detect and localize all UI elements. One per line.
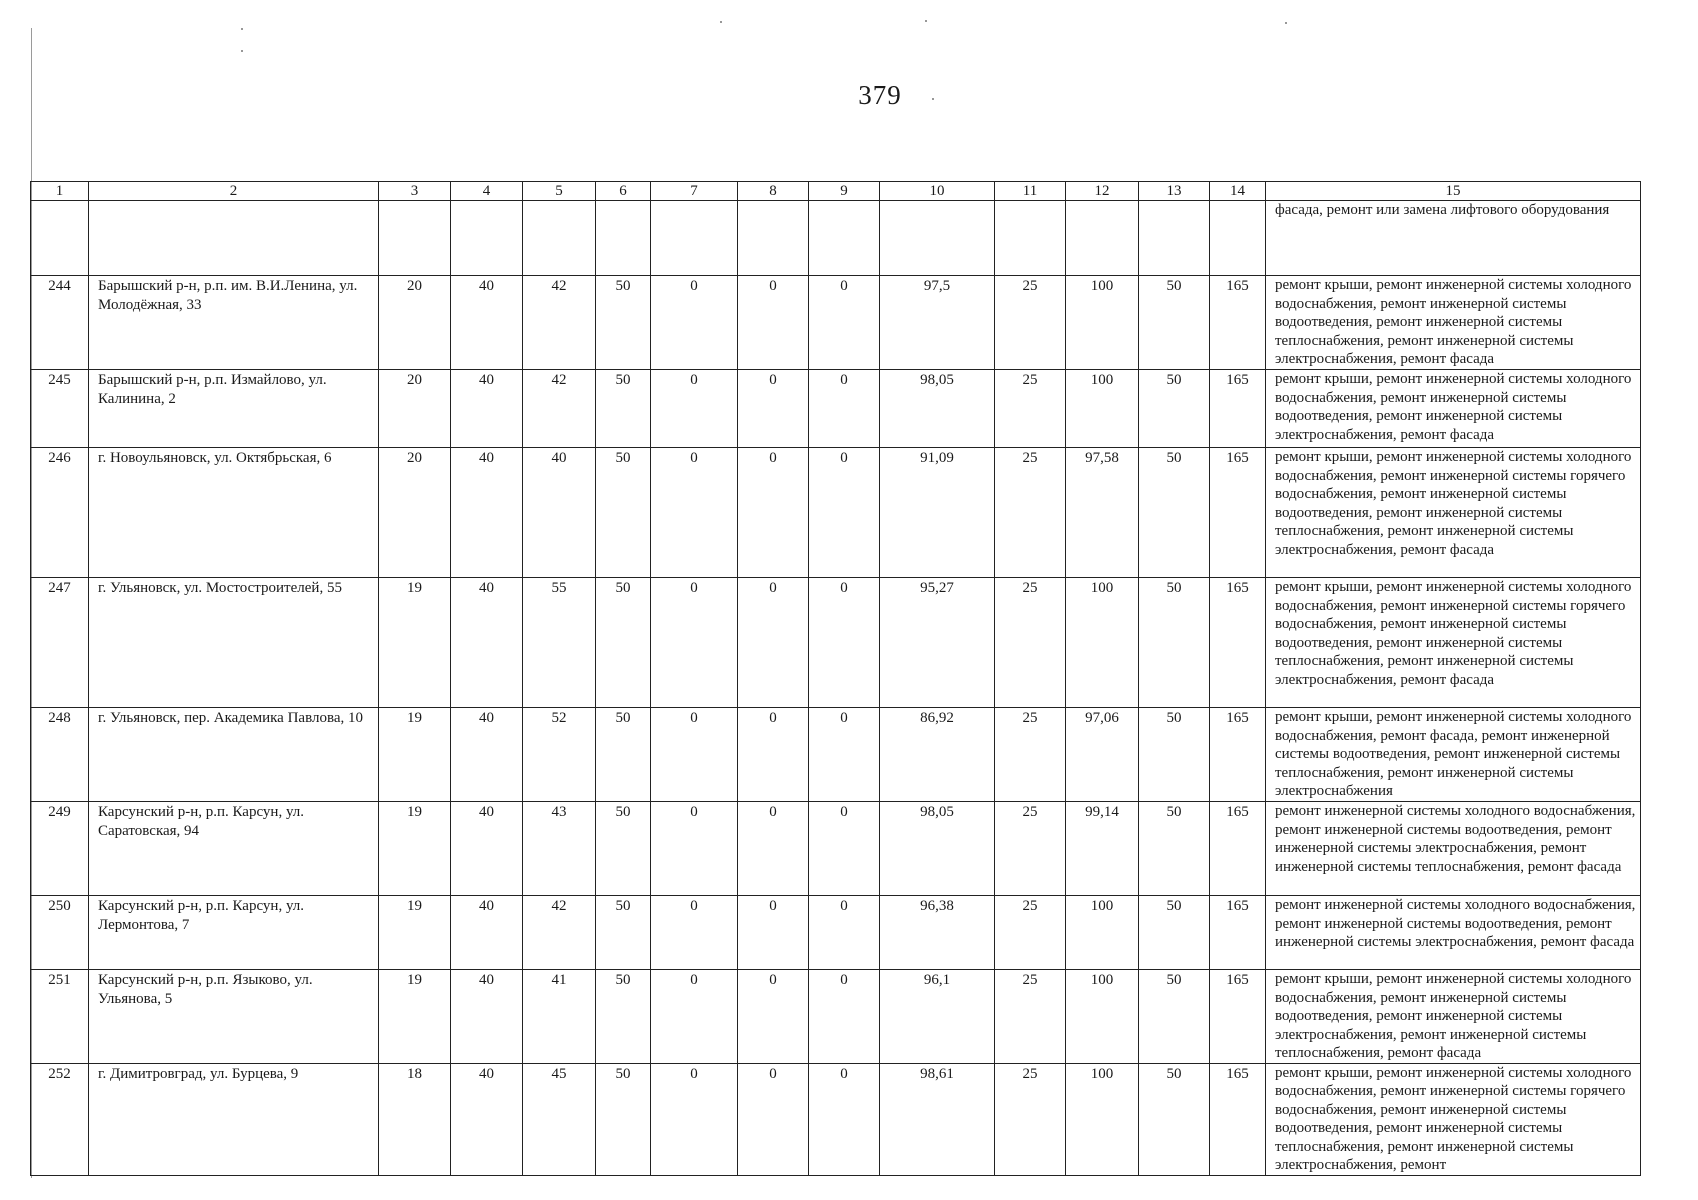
works-cell: ремонт крыши, ремонт инженерной системы холодного водоснабжения, ремонт инженерной системы водоотведения, ремонт инженерной системы электроснабжения, ремонт фасада xyxy=(1266,370,1641,448)
row-number-cell: 244 xyxy=(31,276,89,370)
value-cell: 50 xyxy=(1139,896,1210,970)
value-cell: 50 xyxy=(1139,276,1210,370)
value-cell: 43 xyxy=(523,802,596,896)
value-cell: 50 xyxy=(596,802,651,896)
column-header: 13 xyxy=(1139,182,1210,201)
address-cell: г. Ульяновск, ул. Мостостроителей, 55 xyxy=(89,578,379,708)
column-header: 5 xyxy=(523,182,596,201)
value-cell: 165 xyxy=(1210,276,1266,370)
row-number-cell: 249 xyxy=(31,802,89,896)
table-row xyxy=(31,708,1641,802)
value-cell: 25 xyxy=(995,708,1066,802)
table-row xyxy=(31,448,1641,578)
table-row xyxy=(31,1063,1641,1175)
value-cell: 50 xyxy=(1139,370,1210,448)
value-cell: 0 xyxy=(738,448,809,578)
value-cell: 0 xyxy=(809,1063,880,1175)
table-row xyxy=(31,896,1641,970)
works-cell: ремонт крыши, ремонт инженерной системы холодного водоснабжения, ремонт инженерной системы водоотведения, ремонт инженерной системы электроснабжения, ремонт инженерной системы теплоснабжения, ремонт фасада xyxy=(1266,970,1641,1064)
works-cell: ремонт крыши, ремонт инженерной системы холодного водоснабжения, ремонт инженерной системы водоотведения, ремонт инженерной системы теплоснабжения, ремонт инженерной системы электроснабжения, ремонт фасада xyxy=(1266,276,1641,370)
works-cell: фасада, ремонт или замена лифтового оборудования xyxy=(1266,201,1641,276)
continuation-row xyxy=(31,201,1641,276)
value-cell xyxy=(651,201,738,276)
value-cell: 0 xyxy=(651,1063,738,1175)
column-header: 15 xyxy=(1266,182,1641,201)
value-cell: 18 xyxy=(379,1063,451,1175)
works-cell: ремонт инженерной системы холодного водоснабжения, ремонт инженерной системы водоотведения, ремонт инженерной системы электроснабжения, ремонт инженерной системы теплоснабжения, ремонт фасада xyxy=(1266,802,1641,896)
value-cell: 19 xyxy=(379,708,451,802)
address-cell: Барышский р-н, р.п. Измайлово, ул. Калинина, 2 xyxy=(89,370,379,448)
value-cell: 95,27 xyxy=(880,578,995,708)
value-cell: 0 xyxy=(651,370,738,448)
value-cell: 19 xyxy=(379,970,451,1064)
value-cell: 86,92 xyxy=(880,708,995,802)
value-cell: 40 xyxy=(451,1063,523,1175)
scan-speck xyxy=(241,28,243,30)
value-cell: 0 xyxy=(738,970,809,1064)
value-cell: 165 xyxy=(1210,970,1266,1064)
address-cell: г. Новоульяновск, ул. Октябрьская, 6 xyxy=(89,448,379,578)
column-header: 10 xyxy=(880,182,995,201)
value-cell: 25 xyxy=(995,370,1066,448)
value-cell: 165 xyxy=(1210,708,1266,802)
value-cell: 42 xyxy=(523,370,596,448)
value-cell: 100 xyxy=(1066,370,1139,448)
value-cell: 52 xyxy=(523,708,596,802)
value-cell: 0 xyxy=(809,708,880,802)
value-cell xyxy=(379,201,451,276)
value-cell: 40 xyxy=(451,578,523,708)
value-cell: 40 xyxy=(523,448,596,578)
row-number-cell: 250 xyxy=(31,896,89,970)
value-cell: 50 xyxy=(596,970,651,1064)
scan-speck xyxy=(1285,22,1287,24)
value-cell: 97,58 xyxy=(1066,448,1139,578)
value-cell: 40 xyxy=(451,448,523,578)
value-cell: 100 xyxy=(1066,578,1139,708)
value-cell: 0 xyxy=(809,802,880,896)
value-cell xyxy=(809,201,880,276)
value-cell: 96,38 xyxy=(880,896,995,970)
column-header: 4 xyxy=(451,182,523,201)
address-cell xyxy=(89,201,379,276)
address-cell: Карсунский р-н, р.п. Карсун, ул. Саратовская, 94 xyxy=(89,802,379,896)
value-cell: 25 xyxy=(995,896,1066,970)
value-cell: 55 xyxy=(523,578,596,708)
value-cell: 91,09 xyxy=(880,448,995,578)
address-cell: Карсунский р-н, р.п. Языково, ул. Ульянова, 5 xyxy=(89,970,379,1064)
row-number-cell xyxy=(31,201,89,276)
value-cell: 0 xyxy=(651,970,738,1064)
value-cell: 0 xyxy=(738,708,809,802)
repair-program-table xyxy=(30,181,1641,1176)
value-cell: 25 xyxy=(995,970,1066,1064)
value-cell: 40 xyxy=(451,802,523,896)
table-row xyxy=(31,970,1641,1064)
row-number-cell: 248 xyxy=(31,708,89,802)
value-cell: 0 xyxy=(738,896,809,970)
value-cell: 0 xyxy=(809,370,880,448)
value-cell: 25 xyxy=(995,448,1066,578)
value-cell: 165 xyxy=(1210,448,1266,578)
value-cell: 97,06 xyxy=(1066,708,1139,802)
value-cell: 25 xyxy=(995,802,1066,896)
value-cell xyxy=(880,201,995,276)
value-cell: 50 xyxy=(1139,578,1210,708)
column-header: 1 xyxy=(31,182,89,201)
value-cell: 45 xyxy=(523,1063,596,1175)
value-cell: 165 xyxy=(1210,896,1266,970)
value-cell xyxy=(451,201,523,276)
value-cell: 19 xyxy=(379,896,451,970)
value-cell: 98,61 xyxy=(880,1063,995,1175)
value-cell: 0 xyxy=(651,578,738,708)
column-header: 3 xyxy=(379,182,451,201)
page-number: 379 xyxy=(858,80,902,110)
value-cell: 0 xyxy=(738,1063,809,1175)
value-cell xyxy=(1066,201,1139,276)
row-number-cell: 245 xyxy=(31,370,89,448)
value-cell: 20 xyxy=(379,370,451,448)
value-cell: 0 xyxy=(809,896,880,970)
value-cell: 0 xyxy=(738,370,809,448)
value-cell: 41 xyxy=(523,970,596,1064)
value-cell: 0 xyxy=(651,448,738,578)
column-header: 11 xyxy=(995,182,1066,201)
column-header: 12 xyxy=(1066,182,1139,201)
value-cell: 0 xyxy=(809,578,880,708)
value-cell: 165 xyxy=(1210,370,1266,448)
value-cell: 97,5 xyxy=(880,276,995,370)
value-cell: 0 xyxy=(651,708,738,802)
address-cell: г. Ульяновск, пер. Академика Павлова, 10 xyxy=(89,708,379,802)
value-cell xyxy=(995,201,1066,276)
value-cell: 40 xyxy=(451,708,523,802)
value-cell: 165 xyxy=(1210,1063,1266,1175)
row-number-cell: 251 xyxy=(31,970,89,1064)
value-cell: 40 xyxy=(451,896,523,970)
table-row xyxy=(31,802,1641,896)
value-cell xyxy=(1210,201,1266,276)
works-cell: ремонт крыши, ремонт инженерной системы холодного водоснабжения, ремонт фасада, ремонт инженерной системы водоотведения, ремонт инженерной системы теплоснабжения, ремонт инженерной системы электроснабжения xyxy=(1266,708,1641,802)
value-cell: 100 xyxy=(1066,970,1139,1064)
value-cell: 20 xyxy=(379,276,451,370)
value-cell: 50 xyxy=(1139,970,1210,1064)
works-cell: ремонт крыши, ремонт инженерной системы холодного водоснабжения, ремонт инженерной системы горячего водоснабжения, ремонт инженерной системы водоотведения, ремонт инженерной системы теплоснабжения, ремонт инженерной системы электроснабжения, ремонт xyxy=(1266,1063,1641,1175)
value-cell: 40 xyxy=(451,970,523,1064)
address-cell: г. Димитровград, ул. Бурцева, 9 xyxy=(89,1063,379,1175)
scan-speck xyxy=(720,21,722,23)
value-cell: 19 xyxy=(379,578,451,708)
value-cell: 165 xyxy=(1210,578,1266,708)
value-cell: 0 xyxy=(651,896,738,970)
scan-speck xyxy=(241,50,243,52)
value-cell: 50 xyxy=(596,578,651,708)
value-cell xyxy=(523,201,596,276)
address-cell: Барышский р-н, р.п. им. В.И.Ленина, ул. Молодёжная, 33 xyxy=(89,276,379,370)
works-cell: ремонт инженерной системы холодного водоснабжения, ремонт инженерной системы водоотведения, ремонт инженерной системы электроснабжения, ремонт фасада xyxy=(1266,896,1641,970)
value-cell: 20 xyxy=(379,448,451,578)
value-cell: 50 xyxy=(596,1063,651,1175)
value-cell: 25 xyxy=(995,1063,1066,1175)
value-cell: 96,1 xyxy=(880,970,995,1064)
value-cell: 19 xyxy=(379,802,451,896)
column-header: 7 xyxy=(651,182,738,201)
table-row xyxy=(31,276,1641,370)
row-number-cell: 247 xyxy=(31,578,89,708)
value-cell: 50 xyxy=(596,896,651,970)
column-header: 14 xyxy=(1210,182,1266,201)
value-cell: 0 xyxy=(809,276,880,370)
value-cell: 0 xyxy=(809,970,880,1064)
value-cell: 40 xyxy=(451,370,523,448)
value-cell: 0 xyxy=(738,802,809,896)
value-cell: 0 xyxy=(651,802,738,896)
value-cell xyxy=(1139,201,1210,276)
value-cell: 50 xyxy=(1139,448,1210,578)
column-header: 6 xyxy=(596,182,651,201)
table-row xyxy=(31,578,1641,708)
column-header: 8 xyxy=(738,182,809,201)
table-row xyxy=(31,370,1641,448)
value-cell: 25 xyxy=(995,578,1066,708)
value-cell: 0 xyxy=(738,578,809,708)
value-cell: 25 xyxy=(995,276,1066,370)
value-cell: 40 xyxy=(451,276,523,370)
works-cell: ремонт крыши, ремонт инженерной системы холодного водоснабжения, ремонт инженерной системы горячего водоснабжения, ремонт инженерной системы водоотведения, ремонт инженерной системы теплоснабжения, ремонт инженерной системы электроснабжения, ремонт фасада xyxy=(1266,448,1641,578)
value-cell: 0 xyxy=(651,276,738,370)
value-cell: 98,05 xyxy=(880,802,995,896)
value-cell: 42 xyxy=(523,276,596,370)
value-cell: 50 xyxy=(1139,708,1210,802)
row-number-cell: 246 xyxy=(31,448,89,578)
value-cell: 165 xyxy=(1210,802,1266,896)
value-cell: 100 xyxy=(1066,896,1139,970)
value-cell: 0 xyxy=(738,276,809,370)
address-cell: Карсунский р-н, р.п. Карсун, ул. Лермонтова, 7 xyxy=(89,896,379,970)
works-cell: ремонт крыши, ремонт инженерной системы холодного водоснабжения, ремонт инженерной системы горячего водоснабжения, ремонт инженерной системы водоотведения, ремонт инженерной системы теплоснабжения, ремонт инженерной системы электроснабжения, ремонт фасада xyxy=(1266,578,1641,708)
value-cell: 0 xyxy=(809,448,880,578)
value-cell: 50 xyxy=(1139,802,1210,896)
row-number-cell: 252 xyxy=(31,1063,89,1175)
value-cell: 50 xyxy=(596,708,651,802)
value-cell: 42 xyxy=(523,896,596,970)
value-cell: 98,05 xyxy=(880,370,995,448)
value-cell xyxy=(738,201,809,276)
value-cell: 50 xyxy=(596,448,651,578)
column-header: 9 xyxy=(809,182,880,201)
column-number-header-row xyxy=(31,182,1641,201)
value-cell: 50 xyxy=(596,370,651,448)
value-cell xyxy=(596,201,651,276)
column-header: 2 xyxy=(89,182,379,201)
value-cell: 99,14 xyxy=(1066,802,1139,896)
value-cell: 100 xyxy=(1066,1063,1139,1175)
value-cell: 100 xyxy=(1066,276,1139,370)
value-cell: 50 xyxy=(596,276,651,370)
scan-speck xyxy=(925,20,927,22)
value-cell: 50 xyxy=(1139,1063,1210,1175)
